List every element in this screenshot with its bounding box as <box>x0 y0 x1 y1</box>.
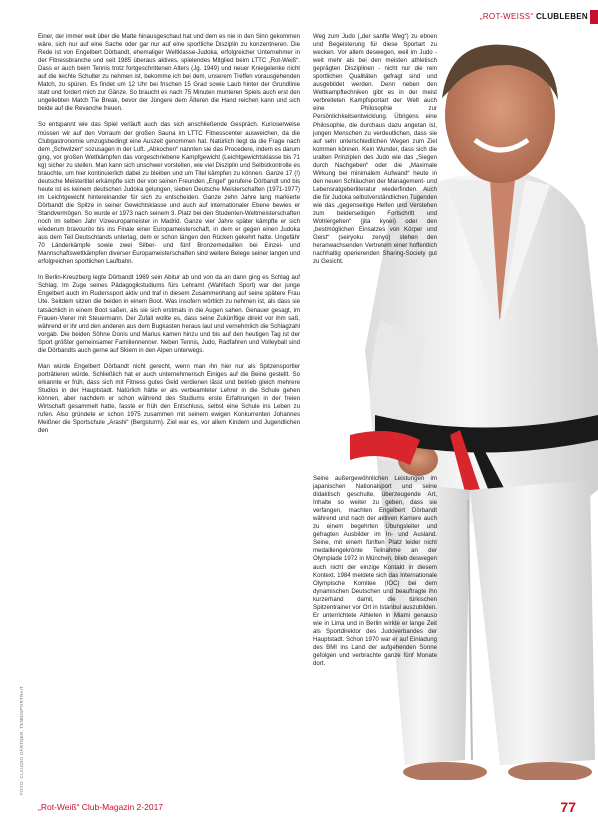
paragraph: So entspannt wie das Spiel verläuft auch das sich anschließende Gespräch. Kurioserweise müssen wir auf den Vorraum der großen Sauna im LTTC Fitnesscenter ausweichen, da die Clubgastronomie umzugsbedingt eine Auszeit genommen hat. Natürlich liegt da die Frage nach dem „Schwitzen“ sozusagen in der Luft. „Abkochen“ nannten sie das Procedere, indem es darum ging, vor großen Wettkämpfen das vorgeschriebene Kampfgewicht (Leichtgewichtsklasse bis 71 kg) sicher zu stellen. Man kann sich unschwer vorstellen, wie viel Disziplin und Selbstkontrolle es brauchte, um hier kontinuierlich dabei zu bleiben und um Titel kämpfen zu können. Ganze 17 (!) deutsche Meistertitel erkämpfte sich der von seinen Freunden „Engel“ gerufene Dörbandt und bis heute ist es keinem deutschen Judoka gelungen, sieben Deutsche Meisterschaften (1971-1977) im Leichtgewicht hintereinander für sich zu entscheiden. Ganze zehn Jahre lang markierte Dörbandt die Spitze in seiner Gewichtsklasse und auch auf internationaler Ebene bewies er Standvermögen. So wurde er 1973 nach seinem 3. Platz bei den Studenten-Weltmeisterschaften noch im selben Jahr Vizeeuropameister in Madrid. Ganze vier Jahre später kämpfte er sich wiederum bravourös bis ins Finale einer Europameisterschaft, in dem er gegen einen Judoka aus dem Teil Deutschlands unterlag, dem er schon längen den Rücken gekehrt hatte. Ungefähr 70 Länderkämpfe sowie zwei Silber- und fünf Bronzemedaillen bei Einzel- und Mannschaftswettkämpfen diverser Europameisterschaften sind weitere Belege seiner langen und erfolgreichen sportlichen Laufbahn. <box>38 121 300 266</box>
paragraph: Seine außergewöhnlichen Leistungen im japanischen Nationalsport und seine didaktisch geschulte, überzeugende Art, Inhalte so weiter zu geben, dass sie verfangen, machten Engelbert Dörbandt während und nach der aktiven Karriere auch zu einem begehrten Übungsleiter und gefragten Ausbilder im In- und Ausland. Seine, mit einem fünften Platz leider nicht medaillengekrönte Teilnahme an der Olympiade 1972 in München, blieb deswegen auch nicht der einzige Kontakt in diesem Kontext. 1984 meldete sich das Internationale Olympische Komitee (IOC) bei dem dynamischen Deutschen und beauftragte ihn kurzerhand damit, die türkischen Spitzentrainer vor Ort in Istanbul auszubilden. Er unterrichtete Athleten in Miami genauso wie in Lima und in Berlin wirkte er lange Zeit als Sportdirektor des Judoverbandes der Hauptstadt. Schon 1970 war er auf Einladung des BMI ins Land der aufgehenden Sonne gefolgen und verbrachte ganze fünf Monate dort. <box>313 475 437 668</box>
photo-credit-text: FOTO: CLAUDIO GÄRTNER, TENNISPORTRAIT <box>19 685 24 795</box>
header-section: „ROT-WEISS“ <box>479 12 534 21</box>
photo-credit <box>19 620 27 795</box>
paragraph: Einer, der immer weit über die Matte hinausgeschaut hat und dem es nie in den Sinn gekommen wäre, sich nur auf eine Sache oder gar nur auf eine sportliche Disziplin zu konzentrieren. Die Rede ist von Engelbert Dörbandt, ehemaliger Weltklasse-Judoka, erfolgreicher Unternehmer in der Fitnessbranche und seit 1985 überaus aktives, spielendes Mitglied beim LTTC „Rot-Weiß“. Dass er auch beim Tennis trotz fortgeschrittenen Alters (Jg. 1949) und neuer Kniegelenke nicht auf die leichte Schulter zu nehmen ist, bekomme ich bei dem, unserem Treffen vorausgehenden Match, zu spüren. Es findet um 12 Uhr bei frischen 15 Grad sowie Laub hinter der Grundlinie statt und fordert mich zur Gänze. So braucht es nach 75 Minuten munteren Spiels auch erst den ungeliebten Match Tie Break, bevor der Jüngere dem Älteren die Hand reichen kann und sich beide auf die Revanche freuen. <box>38 33 300 113</box>
text-column-left <box>38 33 300 443</box>
text-column-right-bottom <box>313 475 437 676</box>
footer-magazine-title: „Rot-Weiß“ Club-Magazin 2-2017 <box>38 802 164 812</box>
paragraph: In Berlin-Kreuzberg legte Dörbandt 1969 sein Abitur ab und von da an dann ging es Schlag auf Schlag. Im Zuge seines Pädagogikstudiums fürs Lehramt (Wahlfach Sport) war der junge Engelbert auch im Ruderssport aktiv und traf in diesem Zusammenhang auf seine spätere Frau Ute. Seitdem sitzen die beiden in einem Boot. Was insofern wörtlich zu nehmen ist, als dass sie tatsächlich in einem Boot saßen, als sie sich erstmals in die Augen sahen. Genauer gesagt, im Frauen-Vierer mit Steuermann. Der Zufall wollte es, dass seine Zukünftige direkt vor ihm saß, während er ihr und den anderen aus dem Bugkasten heraus laut und vernehmlich die Schlagzahl vorgab. Die beiden Söhne Donis und Marius kamen hinzu und bis auf den heutigen Tag ist der Sport größter gemeinsamer Familiennenner. Neben Tennis, Judo, Radfahren und Volleyball sind die Dörbandts auch gerne auf Skiern in den Alpen unterwegs. <box>38 274 300 354</box>
header-category: CLUBLEBEN <box>535 12 588 21</box>
page-number: 77 <box>560 799 576 815</box>
paragraph: Weg zum Judo („der sanfte Weg“) zu ebnen und Begeisterung für diese Sportart zu wecken. Vor allem deswegen, weil im Judo - weit mehr als bei den meisten athletisch geprägten Disziplinen - nicht nur die rein sportlichen Qualitäten gefragt sind und ausgebildet werden. Denn neben den Wettkampftechniken gibt es in der meist verbreiteten Kampfsportart der Welt auch eine Philosophie zur Persönlichkeitsentwicklung. Übrigens eine Philosophie, die durchaus dazu angetan ist, jungen Menschen zu verdeutlichen, dass sie auf sehr unterschiedlichen Wegen zum Ziel kommen können. Kein Wunder, dass sich die uralten Prinzipien des Judo wie das „Siegen durch Nachgeben“ oder die „Maximale Wirkung bei minimalem Aufwand“ heute in den neuen Schläuchen der Management- und Lebensratgeberliteratur wiederfinden. Auch die für Judoka selbstverständlichen Tugenden wie das „gegenseitige Helfen und Verstehen zum beiderseitigen Fortschritt und Wohlergehen“ (jita kyoei) oder den „bestmöglichen Einsatzes von Körper und Geist“ (seiryoku zenyo) stehen den heranwachsenden Vertretern einer hoffentlich nachhaltig operierenden Sharing-Society gut zu Gesicht. <box>313 33 437 266</box>
text-column-right-top <box>313 33 437 274</box>
paragraph: Man würde Engelbert Dörbandt nicht gerecht, wenn man ihn hier nur als Spitzensportler porträtieren würde. Schließlich hat er auch unternehmerisch Einiges auf die Beine gestellt. So erkannte er früh, dass sich mit Fitness gutes Geld verdienen lässt und betrieb gleich mehrere Studios in der Hauptstadt. Natürlich hätte er als verbeamteter Lehrer in die Schule gehen können, aber nachdem er schon während des Studiums erste Erfahrungen in der freien Wirtschaft gesammelt hatte, fasste er früh den Entschluss, selbst eine Schule ins Leben zu rufen. Also gründete er schon 1975 zusammen mit seinem ewigen Konkurrenten Johannes Meißner die Sportschule „Arashi“ (Bergsturm). Ziel war es, vor allem Kindern und Jugendlichen den <box>38 362 300 435</box>
